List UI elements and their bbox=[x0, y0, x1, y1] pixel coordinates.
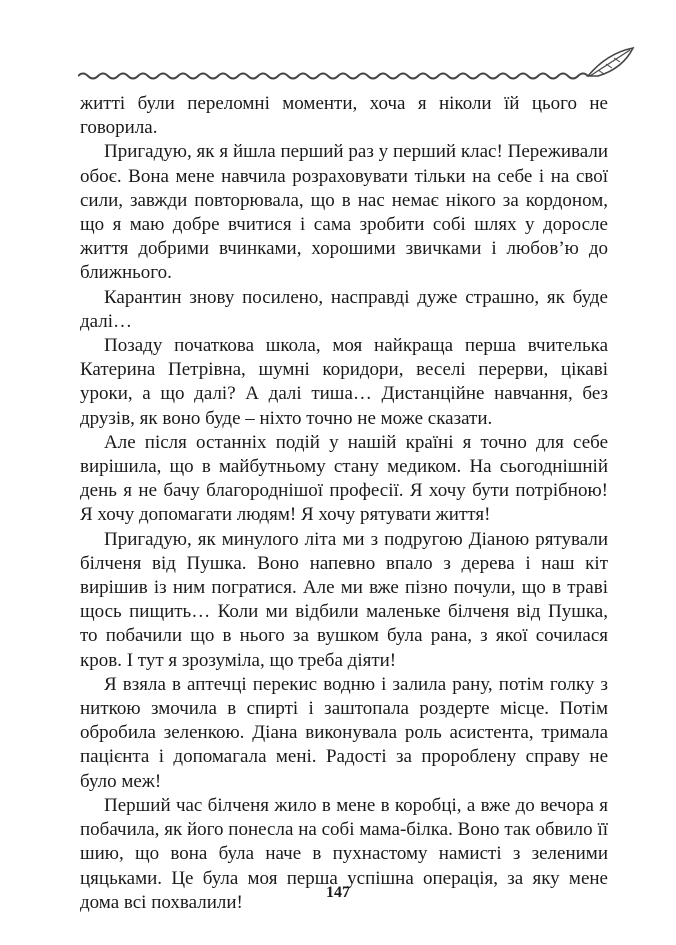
page-number: 147 bbox=[326, 884, 350, 901]
paragraph-1: житті були переломні моменти, хоча я ніколи їй цього не говорила. bbox=[80, 93, 608, 139]
header-feather-icon bbox=[78, 46, 638, 86]
paragraph-8: Перший час білченя жило в мене в коробці, а вже до вечора я побачила, як його понесла на собі мама-білка. Воно так обвило її шию, що вона була наче в пухнастому намисті з зеленими цяцьками. Це була моя перша успішна операція, за яку мене дома всі похвалили! bbox=[80, 794, 608, 913]
paragraph-6: Пригадую, як минулого літа ми з подругою Діаною рятували білченя від Пушка. Воно напевно впало з дерева і наш кіт вирішив із ним погратися. Але ми вже пізно почули, що в траві щось пищить… Коли ми відбили маленьке білченя від Пушка, то побачили що в нього за вушком була рана, з якої сочилася кров. І тут я зрозуміла, що треба діяти! bbox=[80, 528, 608, 671]
paragraph-4: Позаду початкова школа, моя найкраща перша вчителька Катерина Петрівна, шумні коридори, веселі перерви, цікаві уроки, а що далі? А далі тиша… Дистанційне навчання, без друзів, як воно буде – ніхто точно не може сказати. bbox=[80, 335, 608, 429]
paragraph-2: Пригадую, як я йшла перший раз у перший клас! Переживали обоє. Вона мене навчила розраховувати тільки на себе і на свої сили, завжди повторювала, що в нас немає нікого за кордоном, що я маю добре вчитися і сама зробити собі шлях у доросле життя добрими вчинками, хорошими звичками і любов’ю до ближнього. bbox=[80, 141, 608, 284]
paragraph-7: Я взяла в аптечці перекис водню і залила рану, потім голку з ниткою змочила в спирті і заштопала роздерте місце. Потім обробила зеленкою. Діана виконувала роль асистента, тримала пацієнта і допомагала мені. Радості за пророблену справу не було меж! bbox=[80, 673, 608, 792]
article-text bbox=[80, 92, 608, 915]
paragraph-3: Карантин знову посилено, насправді дуже страшно, як буде далі… bbox=[80, 286, 608, 332]
paragraph-5: Але після останніх подій у нашій країні я точно для себе вирішила, що в майбутньому стану медиком. На сьогоднішній день я не бачу благороднішої професії. Я хочу бути потрібною! Я хочу допомагати людям! Я хочу рятувати життя! bbox=[80, 431, 608, 526]
